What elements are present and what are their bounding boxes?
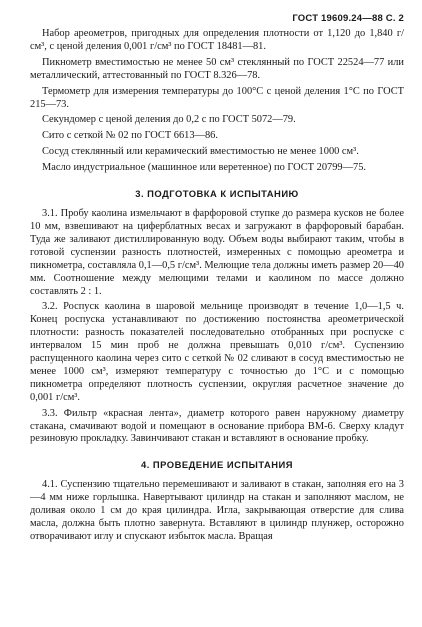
equipment-list [30, 28, 404, 175]
equipment-item-thermometer: Термометр для измерения температуры до 100°С с ценой деления 1°С по ГОСТ 215—73. [30, 85, 404, 110]
equipment-item-stopwatch: Секундомер с ценой деления до 0,2 с по ГОСТ 5072—79. [42, 114, 296, 126]
section-3-heading: 3. ПОДГОТОВКА К ИСПЫТАНИЮ [135, 188, 299, 200]
paragraph-3-2: 3.2. Роспуск каолина в шаровой мельнице производят в течение 1,0—1,5 ч. Конец роспуска устанавливают по достижению постоянства ареометрической плотности: разность показателей последовательно отобранных при роспуске с интервалом 15 мин проб не должна превышать 0,010 г/см³. Суспензию распущенного каолина через сито с сеткой № 02 сливают в сосуд вместимостью не менее 1000 см³, измеряют температуру с точностью до 1°С и с помощью пикнометра определяют плотность суспензии, округляя расчетное значение до 0,001 г/см³. [30, 301, 404, 403]
equipment-item-hydrometers: Набор ареометров, пригодных для определения плотности от 1,120 до 1,840 г/см³, с ценой деления 0,001 г/см³ по ГОСТ 18481—81. [30, 28, 404, 52]
equipment-item-sieve: Сито с сеткой № 02 по ГОСТ 6613—86. [42, 130, 218, 142]
paragraph-3-1: 3.1. Пробу каолина измельчают в фарфоровой ступке до размера кусков не более 10 мм, взвешивают на циферблатных весах и загружают в фарфоровый барабан. Туда же заливают дистиллированную воду. Объем воды выбирают таким, чтобы в готовой суспензии разность плотностей, измеренных с помощью ареометра и пикнометра, составляла 0,1—0,5 г/см³. Мелющие тела должны иметь размер 20—40 мм. Соотношение между мелющими телами и каолином по массе должно составлять 2 : 1. [30, 208, 404, 297]
paragraph-4-1: 4.1. Суспензию тщательно перемешивают и заливают в стакан, заполняя его на 3—4 мм ниже горлышка. Навертывают цилиндр на стакан и заполняют маслом, не доливая около 1 см до края цилиндра. Игла, закрывающая отверстие для слива масла, должна быть плотно завернута. Вставляют в цилиндр плунжер, осторожно отворачивают иглу и спускают избыток масла. Вращая [30, 479, 404, 542]
equipment-item-vessel: Сосуд стеклянный или керамический вместимостью не менее 1000 см³. [42, 146, 359, 158]
paragraph-3-3: 3.3. Фильтр «красная лента», диаметр которого равен наружному диаметру стакана, смачивают водой и помещают в основание прибора ВМ-6. Сверху кладут резиновую прокладку. Завинчивают стакан и вставляют в основание пробку. [30, 407, 404, 445]
equipment-item-oil: Масло индустриальное (машинное или веретенное) по ГОСТ 20799—75. [42, 162, 366, 174]
document-page [30, 13, 404, 544]
section-4-heading: 4. ПРОВЕДЕНИЕ ИСПЫТАНИЯ [141, 459, 293, 471]
equipment-item-pycnometer: Пикнометр вместимостью не менее 50 см³ стеклянный по ГОСТ 22524—77 или металлический, аттестованный по ГОСТ 8.326—78. [30, 56, 404, 81]
page-header: ГОСТ 19609.24—88 С. 2 [292, 13, 404, 24]
